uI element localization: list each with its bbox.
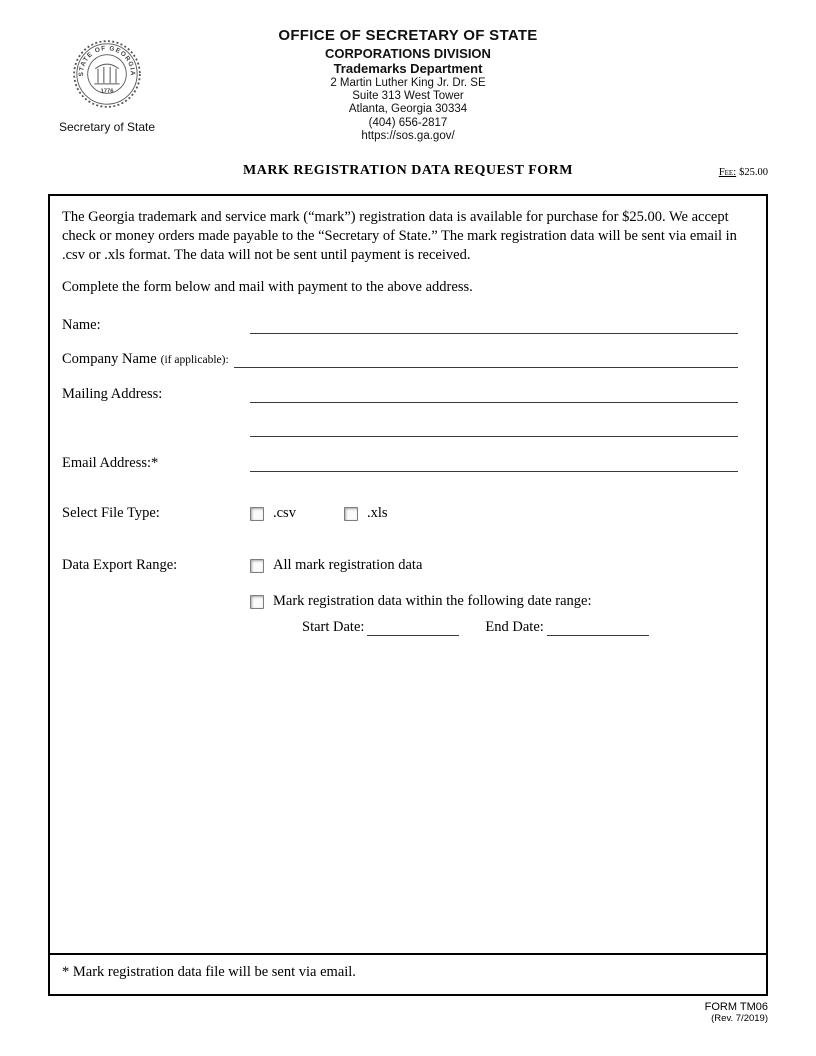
file-type-label: Select File Type: (62, 505, 160, 521)
dates-row (302, 619, 754, 636)
email-input-line[interactable] (250, 455, 738, 472)
fee-note (719, 167, 768, 178)
name-field-row (62, 317, 754, 334)
xls-checkbox[interactable] (344, 507, 358, 521)
end-date-label: End Date: (485, 619, 544, 635)
mailing-label: Mailing Address: (62, 386, 163, 402)
csv-checkbox[interactable] (250, 507, 264, 521)
svg-text:1776: 1776 (100, 88, 114, 95)
end-date-input-line[interactable] (547, 620, 649, 636)
address-suite: Suite 313 West Tower (352, 90, 464, 103)
email-label: Email Address:* (62, 455, 159, 471)
date-range-option-label: Mark registration data within the following date range: (273, 593, 592, 609)
company-field-row (62, 351, 754, 368)
agency-department: Trademarks Department (333, 61, 483, 76)
csv-option-label: .csv (273, 505, 296, 521)
all-data-option-label: All mark registration data (273, 557, 423, 573)
agency-name: OFFICE OF SECRETARY OF STATE (278, 27, 538, 44)
revision-note: (Rev. 7/2019) (711, 1013, 768, 1024)
website-url: https://sos.ga.gov/ (361, 129, 455, 142)
export-range-row (62, 557, 754, 574)
seal-caption: Secretary of State (58, 120, 156, 134)
xls-option-label: .xls (366, 505, 388, 521)
form-number: FORM TM06 (704, 1001, 768, 1013)
all-data-checkbox[interactable] (250, 559, 264, 573)
start-date-label: Start Date: (302, 619, 365, 635)
fee-amount: $25.00 (739, 167, 768, 178)
name-input-line[interactable] (250, 317, 738, 334)
company-input-line[interactable] (234, 351, 738, 368)
date-range-checkbox[interactable] (250, 595, 264, 609)
file-type-row (62, 505, 754, 522)
form-footer (705, 1001, 768, 1024)
fee-label: Fee: (718, 167, 737, 178)
intro-paragraph: The Georgia trademark and service mark (“mark”) registration data is available for purchase for $25.00. We accept check or money orders made payable to the “Secretary of State.” The mark registration data will be sent via email in .csv or .xls format. The data will not be sent until payment is received. (62, 209, 737, 263)
start-date-input-line[interactable] (367, 620, 459, 636)
mailing-field-row (62, 386, 754, 403)
address-street: 2 Martin Luther King Jr. Dr. SE (330, 77, 486, 89)
mailing-input-line-1[interactable] (250, 386, 738, 403)
phone-number: (404) 656-2817 (368, 116, 448, 129)
date-range-row (250, 593, 754, 610)
company-label: Company Name (if applicable): (62, 351, 229, 367)
instruction-paragraph: Complete the form below and mail with payment to the above address. (62, 279, 473, 295)
svg-text:STATE OF GEORGIA: STATE OF GEORGIA (78, 45, 136, 77)
agency-division: CORPORATIONS DIVISION (325, 46, 491, 61)
agency-address-block (0, 27, 816, 143)
export-range-label: Data Export Range: (62, 557, 178, 573)
letterhead (0, 0, 816, 142)
address-city: Atlanta, Georgia 30334 (348, 103, 468, 116)
title-row (0, 163, 816, 181)
page-title: MARK REGISTRATION DATA REQUEST FORM (243, 163, 573, 178)
mailing-field-row-2 (62, 420, 754, 437)
form-body-box (48, 194, 768, 996)
footnote-section (50, 953, 766, 994)
email-field-row (62, 455, 754, 472)
footnote-text: * Mark registration data file will be sent via email. (62, 964, 356, 980)
mailing-input-line-2[interactable] (250, 420, 738, 437)
company-label-note: (if applicable): (160, 354, 229, 366)
name-label: Name: (62, 317, 101, 333)
